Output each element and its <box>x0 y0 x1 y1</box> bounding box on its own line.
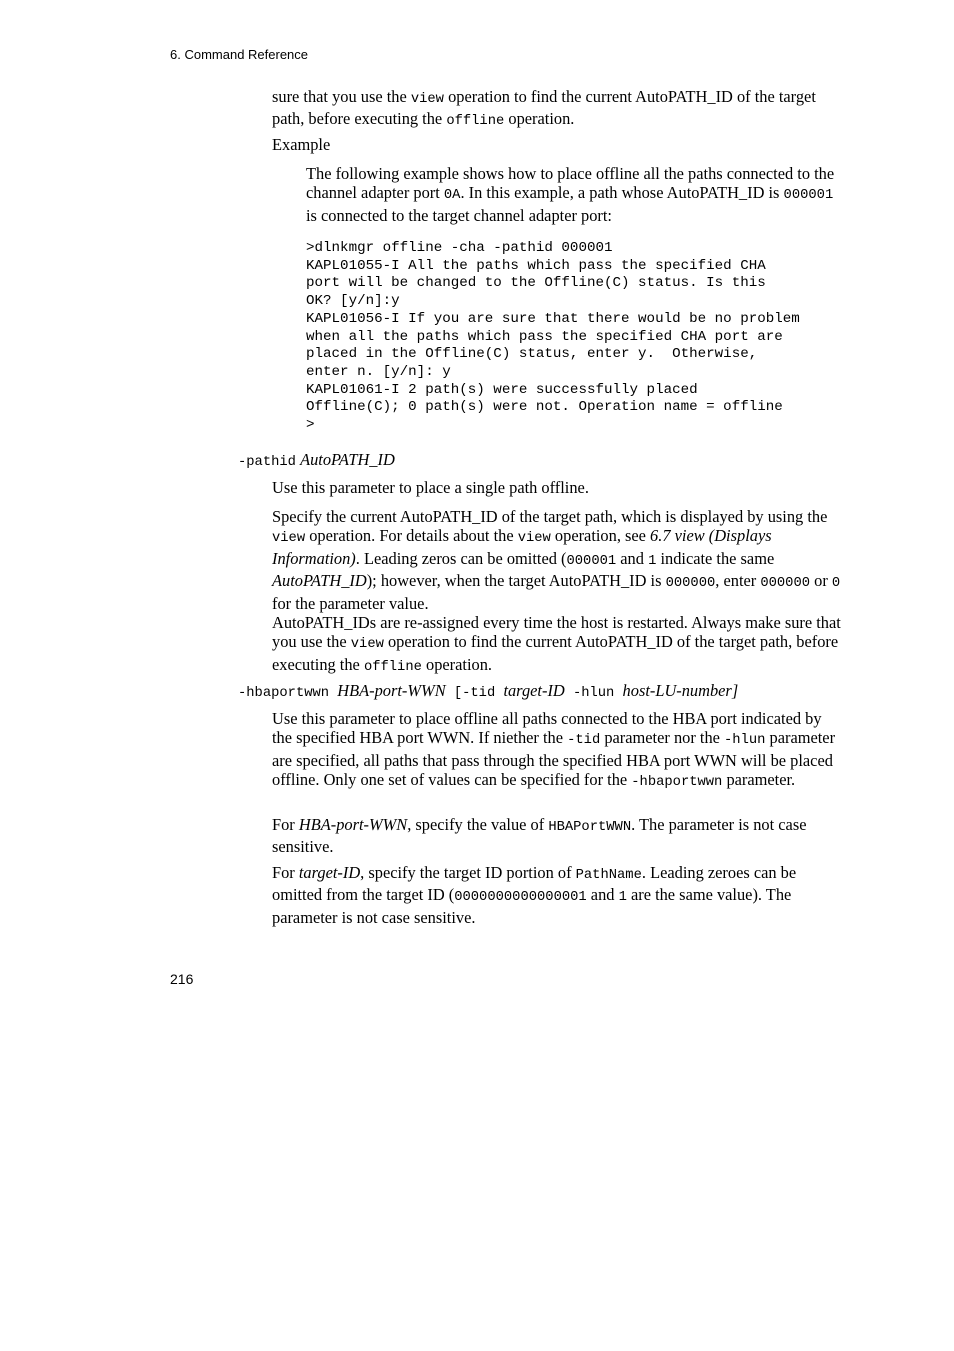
pathid-term: -pathid AutoPATH_ID <box>238 450 395 470</box>
hba-port-wwn-paragraph: For HBA-port-WWN, specify the value of HBAPortWWN. The parameter is not case sensitive. <box>272 815 807 857</box>
target-id-paragraph: For target-ID, specify the target ID portion of PathName. Leading zeroes can be omitted from the target ID (0000000000000001 and 1 are the same value). The parameter is not case sensitive. <box>272 863 797 927</box>
pathid-reassign-paragraph: AutoPATH_IDs are re-assigned every time the host is restarted. Always make sure that you use the view operation to find the current AutoPATH_ID of the target path, before executing the offline operation. <box>272 613 841 675</box>
pathid-description: Use this parameter to place a single path offline. <box>272 478 589 497</box>
pathid-specify-paragraph: Specify the current AutoPATH_ID of the target path, which is displayed by using the view operation. For details about the view operation, see 6.7 view (Displays Information). Leading zeros can be omitted (000001 and 1 indicate the same AutoPATH_ID); however, when the target AutoPATH_ID is 000000, enter 000000 or 0 for the parameter value. <box>272 507 841 613</box>
example-code-block: >dlnkmgr offline -cha -pathid 000001 KAPL01055-I All the paths which pass the specified CHA port will be changed to the Offline(C) status. Is this OK? [y/n]:y KAPL01056-I If you are sure that there would be no problem when all the paths which pass the specified CHA port are placed in the Offline(C) status, enter y. Otherwise, enter n. [y/n]: y KAPL01061-I 2 path(s) were successfully placed Offline(C); 0 path(s) were not. Operation name = offline > <box>306 240 800 434</box>
hbaportwwn-description: Use this parameter to place offline all paths connected to the HBA port indicated by the specified HBA port WWN. If niether the -tid parameter nor the -hlun parameter are specified, all paths that pass through the specified HBA port WWN will be placed offline. Only one set of values can be specified for the -hbaportwwn parameter. <box>272 709 836 791</box>
continued-paragraph: sure that you use the view operation to find the current AutoPATH_ID of the target path, before executing the offline operation. <box>272 87 816 130</box>
example-label: Example <box>272 135 331 154</box>
example-description: The following example shows how to place offline all the paths connected to the channel adapter port 0A. In this example, a path whose AutoPATH_ID is 000001 is connected to the target channel adapter port: <box>306 164 835 225</box>
hbaportwwn-term: -hbaportwwn HBA-port-WWN [-tid target-ID -hlun host-LU-number] <box>238 681 739 701</box>
running-header: 6. Command Reference <box>170 47 309 62</box>
page-number: 216 <box>170 971 194 987</box>
